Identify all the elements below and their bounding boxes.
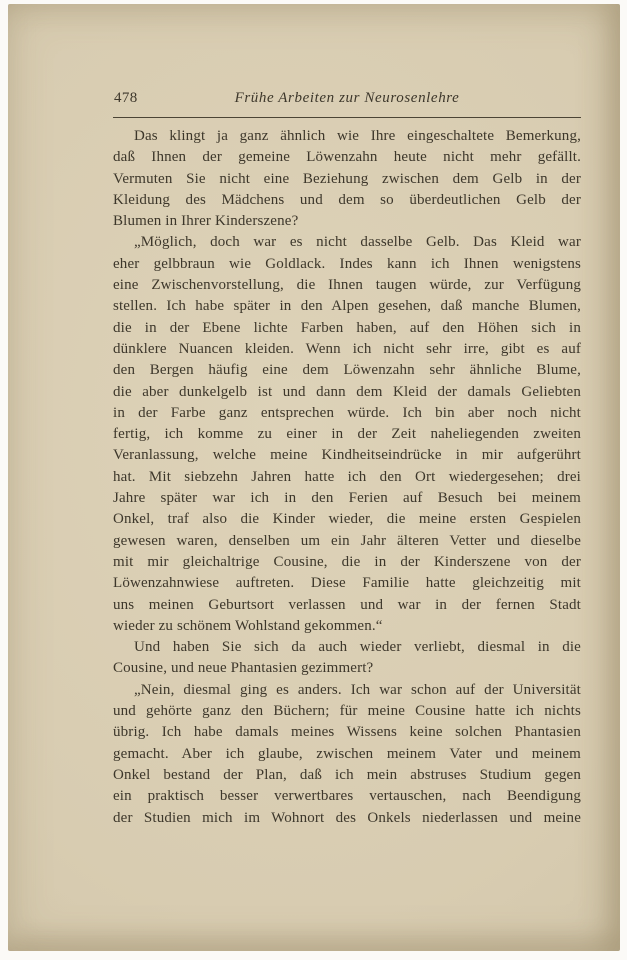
text-line: uns meinen Geburtsort verlassen und war in der fernen Stadt <box>113 596 581 613</box>
text-line: die in der Ebene lichte Farben haben, auf den Höhen sich in <box>113 319 581 336</box>
running-title: Frühe Arbeiten zur Neurosenlehre <box>234 90 460 106</box>
text-line: mit mir gleichaltrige Cousine, die in der Kinderszene von der <box>113 553 581 570</box>
text-line: ein praktisch besser verwertbares vertauschen, nach Beendigung <box>113 788 581 805</box>
text-line: Onkel bestand der Plan, daß ich mein abstruses Studium gegen <box>113 766 581 783</box>
text-line: die aber dunkelgelb ist und dann dem Kleid der damals Geliebten <box>113 383 581 400</box>
text-line: den Bergen häufig eine dem Löwenzahn sehr ähnliche Blume, <box>113 362 581 379</box>
text-line: Cousine, und neue Phantasien gezimmert? <box>113 660 374 677</box>
text-line: und gehörte ganz den Büchern; für meine Cousine hatte ich nichts <box>113 703 581 720</box>
text-line: Und haben Sie sich da auch wieder verliebt, diesmal in die <box>134 639 581 656</box>
text-line: eher gelbbraun wie Goldlack. Indes kann ich Ihnen wenigstens <box>113 255 581 272</box>
text-line: fertig, ich komme zu einer in der Zeit naheliegenden zweiten <box>113 426 581 443</box>
text-line: stellen. Ich habe später in den Alpen gesehen, daß manche Blumen, <box>113 298 581 315</box>
text-line: Kleidung des Mädchens und dem so überdeutlichen Gelb der <box>113 191 581 208</box>
text-line: Veranlassung, welche meine Kindheitseindrücke in mir aufgerührt <box>113 447 581 464</box>
text-line: Onkel, traf also die Kinder wieder, die meine ersten Gespielen <box>113 511 581 528</box>
text-block <box>113 126 581 829</box>
text-line: eine Zwischenvorstellung, die Ihnen taugen würde, zur Verfügung <box>113 277 581 294</box>
page-number: 478 <box>114 90 138 106</box>
text-line: Löwenzahnwiese auftreten. Diese Familie hatte gleichzeitig mit <box>113 575 581 592</box>
text-line: Jahre später war ich in den Ferien auf Besuch bei meinem <box>113 490 581 507</box>
text-line: wieder zu schönem Wohlstand gekommen.“ <box>113 617 383 634</box>
text-line: in der Farbe ganz entsprechen würde. Ich bin aber noch nicht <box>113 404 581 421</box>
text-line: Vermuten Sie nicht eine Beziehung zwischen dem Gelb in der <box>113 170 581 187</box>
text-line: hat. Mit siebzehn Jahren hatte ich den Ort wiedergesehen; drei <box>113 468 581 485</box>
text-line: Blumen in Ihrer Kinderszene? <box>113 213 299 230</box>
header-rule <box>113 117 581 118</box>
book-page <box>8 4 620 951</box>
page-content <box>113 4 581 829</box>
text-line: übrig. Ich habe damals meines Wissens keine solchen Phantasien <box>113 724 581 741</box>
text-line: gemacht. Aber ich glaube, zwischen meinem Vater und meinem <box>113 745 581 762</box>
text-line: Das klingt ja ganz ähnlich wie Ihre eingeschaltete Bemerkung, <box>134 128 581 144</box>
text-line: „Nein, diesmal ging es anders. Ich war schon auf der Universität <box>134 681 581 698</box>
page-header <box>113 88 581 117</box>
text-line: „Möglich, doch war es nicht dasselbe Gelb. Das Kleid war <box>134 234 581 251</box>
text-line: gewesen waren, denselben um ein Jahr älteren Vetter und dieselbe <box>113 532 581 549</box>
text-line: dünklere Nuancen kleiden. Wenn ich nicht sehr irre, gibt es auf <box>113 340 581 357</box>
text-line: daß Ihnen der gemeine Löwenzahn heute nicht mehr gefällt. <box>113 149 581 166</box>
text-line: der Studien mich im Wohnort des Onkels niederlassen und meine <box>113 809 581 826</box>
